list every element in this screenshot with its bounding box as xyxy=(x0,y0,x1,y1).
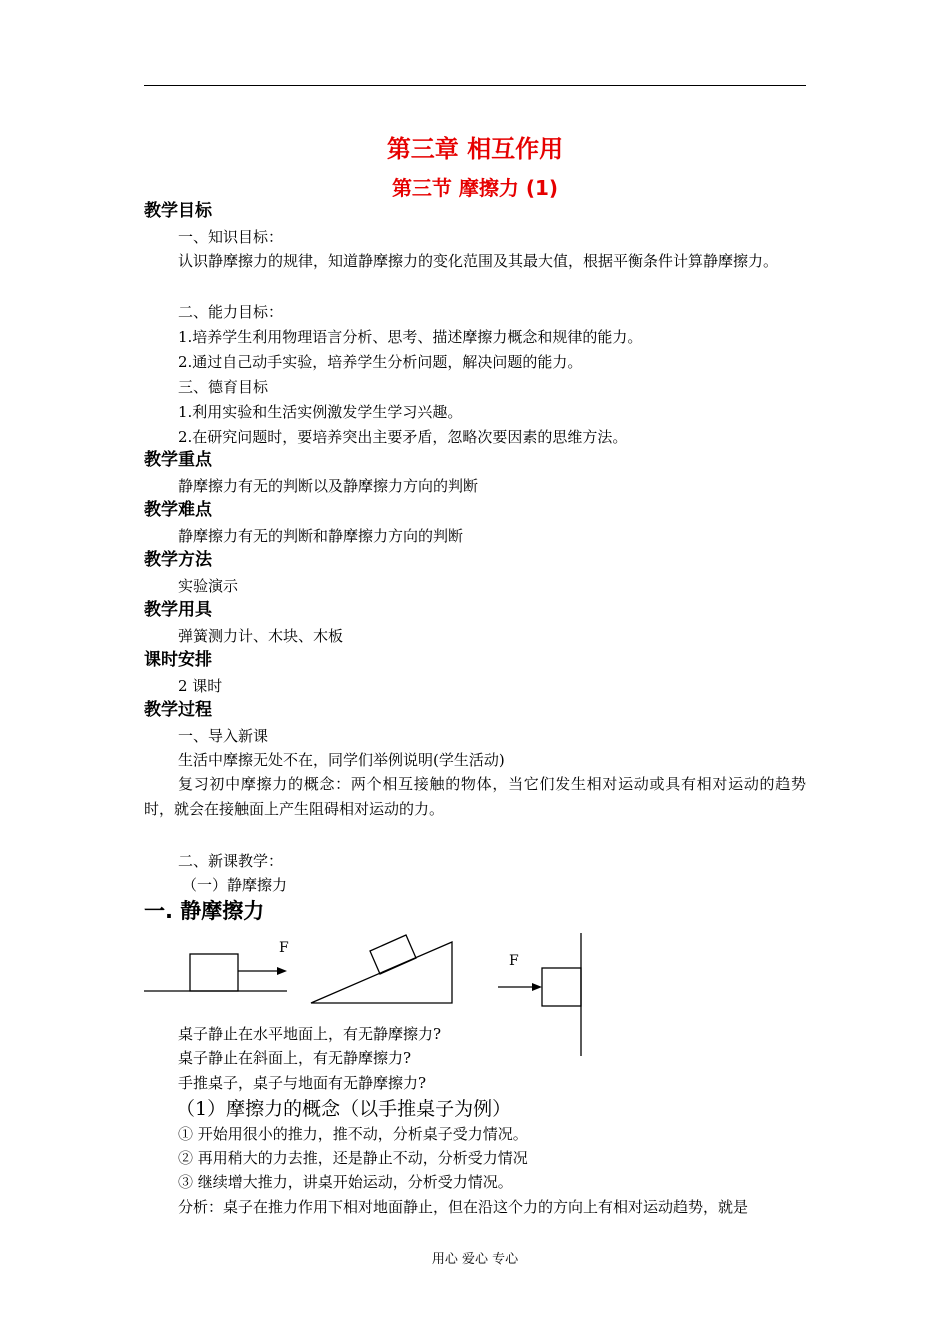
key-points-text: 静摩擦力有无的判断以及静摩擦力方向的判断 xyxy=(178,477,479,495)
step-1: ① 开始用很小的推力，推不动，分析桌子受力情况。 xyxy=(178,1125,528,1143)
intro-label: 一、导入新课 xyxy=(178,727,269,745)
incline-diagram xyxy=(311,935,452,1003)
section1-heading: 一. 静摩擦力 xyxy=(144,899,265,923)
force-label-1: F xyxy=(279,940,289,956)
moral-item-2: 2.在研究问题时，要培养突出主要矛盾，忽略次要因素的思维方法。 xyxy=(178,428,628,446)
difficulties-heading: 教学难点 xyxy=(144,500,212,520)
chapter-title: 第三章 相互作用 xyxy=(386,135,564,163)
intro-text-1: 生活中摩擦无处不在，同学们举例说明(学生活动) xyxy=(178,751,505,769)
process-heading: 教学过程 xyxy=(144,700,212,720)
force-arrow-head xyxy=(532,983,542,991)
tools-heading: 教学用具 xyxy=(144,600,212,620)
block-on-incline xyxy=(370,935,416,974)
goals-heading: 教学目标 xyxy=(144,201,212,221)
tools-text: 弹簧测力计、木块、木板 xyxy=(178,627,344,645)
moral-item-1: 1.利用实验和生活实例激发学生学习兴趣。 xyxy=(178,403,463,421)
schedule-heading: 课时安排 xyxy=(144,650,212,670)
question-2: 桌子静止在斜面上，有无静摩擦力? xyxy=(178,1049,412,1067)
analysis-text: 分析：桌子在推力作用下相对地面静止，但在沿这个力的方向上有相对运动趋势，就是 xyxy=(178,1198,749,1216)
method-text: 实验演示 xyxy=(178,577,239,595)
moral-label: 三、德育目标 xyxy=(178,378,269,396)
ability-item-2: 2.通过自己动手实验，培养学生分析问题，解决问题的能力。 xyxy=(178,353,583,371)
knowledge-label: 一、知识目标： xyxy=(178,228,284,246)
force-label-2: F xyxy=(509,953,519,969)
block-at-wall xyxy=(542,968,581,1006)
schedule-text: 2 课时 xyxy=(178,677,223,695)
question-3: 手推桌子，桌子与地面有无静摩擦力? xyxy=(178,1074,427,1092)
step-3: ③ 继续增大推力，讲桌开始运动，分析受力情况。 xyxy=(178,1173,513,1191)
block xyxy=(190,954,238,991)
horizontal-push-diagram xyxy=(144,954,287,991)
ability-label: 二、能力目标： xyxy=(178,303,284,321)
key-points-heading: 教学重点 xyxy=(144,450,212,470)
subsection-label: （一）静摩擦力 xyxy=(182,876,288,894)
step-2: ② 再用稍大的力去推，还是静止不动，分析受力情况 xyxy=(178,1149,528,1167)
intro-text-2: 复习初中摩擦力的概念：两个相互接触的物体，当它们发生相对运动或具有相对运动的趋势时，就会在接触面上产生阻碍相对运动的力。 xyxy=(144,775,806,818)
question-1: 桌子静止在水平地面上，有无静摩擦力? xyxy=(178,1025,442,1043)
new-lesson-label: 二、新课教学： xyxy=(178,852,284,870)
section-title: 第三节 摩擦力 (1) xyxy=(391,176,559,200)
concept-heading: （1）摩擦力的概念（以手推桌子为例） xyxy=(176,1098,512,1120)
difficulties-text: 静摩擦力有无的判断和静摩擦力方向的判断 xyxy=(178,527,464,545)
knowledge-text: 认识静摩擦力的规律，知道静摩擦力的变化范围及其最大值，根据平衡条件计算静摩擦力。 xyxy=(178,252,779,270)
incline xyxy=(311,942,452,1003)
force-arrow-head xyxy=(277,967,287,975)
page-footer: 用心 爱心 专心 xyxy=(431,1252,519,1267)
ability-item-1: 1.培养学生利用物理语言分析、思考、描述摩擦力概念和规律的能力。 xyxy=(178,328,643,346)
method-heading: 教学方法 xyxy=(144,550,212,570)
